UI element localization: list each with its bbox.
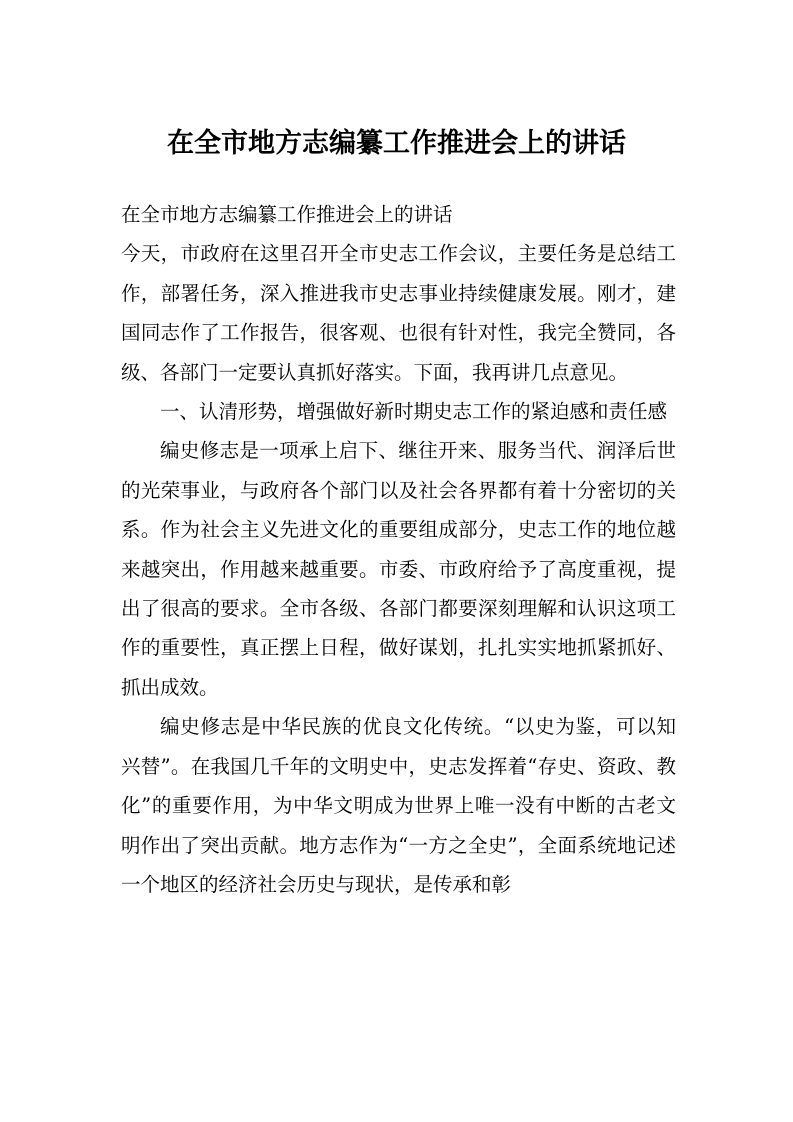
section-heading: 一、认清形势，增强做好新时期史志工作的紧迫感和责任感 [160,400,668,424]
subtitle-line: 在全市地方志编纂工作推进会上的讲话 [121,203,453,226]
document-body [121,195,676,904]
body-paragraph: 编史修志是中华民族的优良文化传统。“以史为鉴，可以知兴替”。在我国几千年的文明史中，史志发挥着“存史、资政、教化”的重要作用，为中华文明成为世界上唯一没有中断的古老文明作出了突出贡献。地方志作为“一方之全史”，全面系统地记述一个地区的经济社会历史与现状，是传承和彰 [121,715,676,896]
body-paragraph: 编史修志是一项承上启下、继往开来、服务当代、润泽后世的光荣事业，与政府各个部门以及社会各界都有着十分密切的关系。作为社会主义先进文化的重要组成部分，史志工作的地位越来越突出，作用越来越重要。市委、市政府给予了高度重视，提出了很高的要求。全市各级、各部门都要深刻理解和认识这项工作的重要性，真正摆上日程，做好谋划，扎扎实实地抓紧抓好、抓出成效。 [121,439,676,699]
document-title: 在全市地方志编纂工作推进会上的讲话 [167,128,626,159]
intro-paragraph: 今天，市政府在这里召开全市史志工作会议，主要任务是总结工作，部署任务，深入推进我市史志事业持续健康发展。刚才，建国同志作了工作报告，很客观、也很有针对性，我完全赞同，各级、各部门一定要认真抓好落实。下面，我再讲几点意见。 [121,242,676,384]
